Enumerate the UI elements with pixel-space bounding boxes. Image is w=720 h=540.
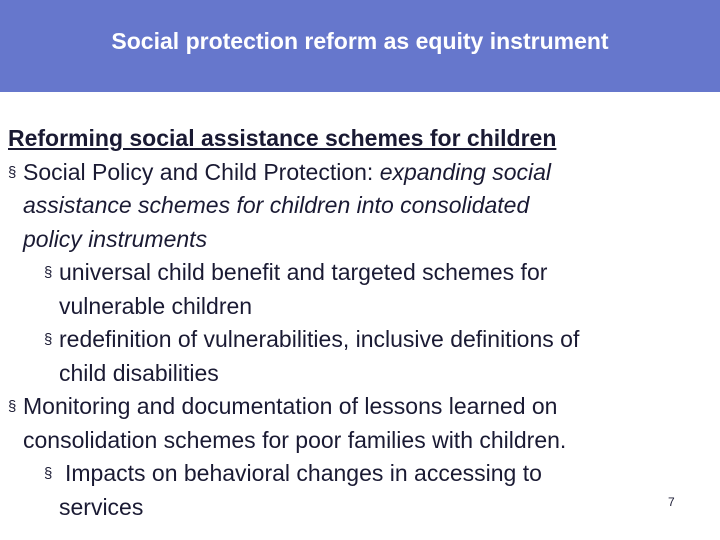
title-bar [0, 0, 720, 92]
bullet-2 [8, 390, 713, 424]
bullet-icon: § [44, 264, 53, 281]
sub-bullet-1 [8, 256, 713, 290]
sub-bullet-1-text: universal child benefit and targeted schemes for [59, 259, 548, 285]
bullet-icon: § [8, 163, 17, 181]
bullet-1-continued [8, 189, 713, 223]
section-heading: Reforming social assistance schemes for children [8, 125, 557, 151]
bullet-icon: § [8, 398, 17, 415]
sub-bullet-2-continued: child disabilities [59, 359, 219, 386]
page-number: 7 [668, 495, 675, 509]
bullet-1-italic-cont-2: policy instruments [23, 225, 208, 252]
slide-title: Social protection reform as equity instrument [111, 28, 609, 54]
slide-body [8, 122, 713, 524]
sub-bullet-2 [8, 323, 713, 357]
bullet-1-italic: expanding social [379, 158, 552, 185]
bullet-icon: § [44, 331, 53, 348]
bullet-icon: § [44, 465, 53, 482]
bullet-1-prefix: Social Policy and Child Protection: [23, 158, 380, 185]
bullet-1-continued-2 [8, 223, 713, 257]
sub-bullet-2-text: redefinition of vulnerabilities, inclusive definitions of [59, 326, 580, 352]
sub-bullet-3-text: Impacts on behavioral changes in accessing to [65, 460, 542, 486]
sub-bullet-3 [8, 457, 713, 491]
bullet-2-text: Monitoring and documentation of lessons learned on [23, 393, 558, 419]
bullet-1 [8, 156, 713, 190]
sub-bullet-1-continued: vulnerable children [59, 292, 253, 319]
bullet-1-italic-cont: assistance schemes for children into consolidated [23, 192, 530, 218]
bullet-2-continued: consolidation schemes for poor families with children. [23, 426, 567, 453]
sub-bullet-3-continued: services [59, 493, 144, 520]
